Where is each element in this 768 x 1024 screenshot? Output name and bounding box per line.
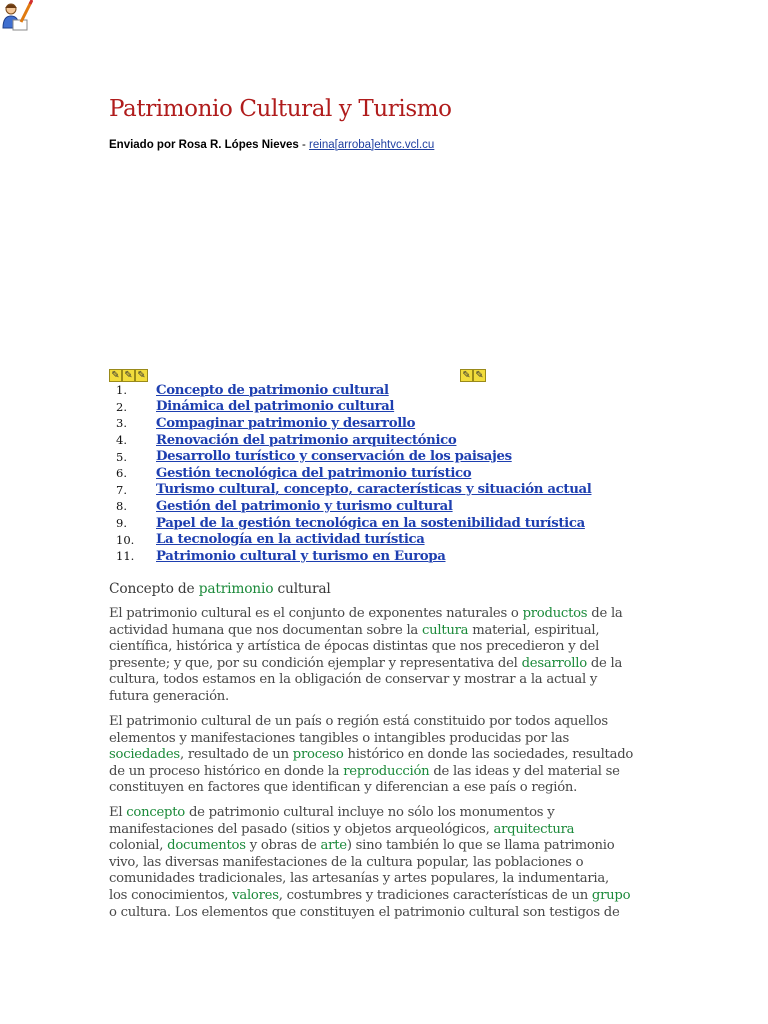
toc-item-link[interactable]: Renovación del patrimonio arquitectónico <box>156 432 457 448</box>
share-icon[interactable]: ✎ <box>473 369 486 382</box>
toc-item <box>109 498 669 515</box>
toc-item <box>109 548 669 565</box>
author-email-link[interactable]: reina[arroba]ehtvc.vcl.cu <box>309 139 435 151</box>
toc-item-number: 8. <box>116 499 127 514</box>
next-page-icon[interactable]: ✎ <box>122 369 135 382</box>
keyword-link[interactable]: arquitectura <box>493 821 575 837</box>
toc-item-number: 4. <box>116 433 127 448</box>
previous-page-icon[interactable]: ✎ <box>109 369 122 382</box>
page-title: Patrimonio Cultural y Turismo <box>109 96 452 122</box>
toc-item-link[interactable]: Patrimonio cultural y turismo en Europa <box>156 548 446 564</box>
toc-item-number: 6. <box>116 466 127 481</box>
keyword-link[interactable]: concepto <box>126 805 185 820</box>
keyword-link[interactable]: sociedades <box>109 747 180 763</box>
print-icon[interactable]: ✎ <box>135 369 148 382</box>
nav-icons-left <box>109 369 148 383</box>
toc-item <box>109 382 669 399</box>
toc-item <box>109 482 669 499</box>
table-of-contents <box>109 382 669 565</box>
toc-item-link[interactable]: Desarrollo turístico y conservación de los paisajes <box>156 449 512 465</box>
author-name: Enviado por Rosa R. Lópes Nieves <box>109 139 299 151</box>
toc-item-link[interactable]: Gestión del patrimonio y turismo cultural <box>156 498 453 514</box>
toc-item-number: 10. <box>116 532 135 547</box>
keyword-link[interactable]: arte <box>320 838 347 854</box>
keyword-link[interactable]: grupo <box>591 887 631 903</box>
toc-item <box>109 465 669 482</box>
toc-item-number: 1. <box>116 383 127 398</box>
toc-item-link[interactable]: Gestión tecnológica del patrimonio turístico <box>156 465 472 481</box>
toc-item-link[interactable]: Dinámica del patrimonio cultural <box>156 399 395 415</box>
bookmark-icon[interactable]: ✎ <box>460 369 473 382</box>
toc-item-number: 2. <box>116 399 127 414</box>
keyword-link[interactable]: documentos <box>167 838 246 854</box>
toc-item-link[interactable]: La tecnología en la actividad turística <box>156 532 425 548</box>
keyword-link[interactable]: valores <box>232 887 279 903</box>
keyword-link[interactable]: patrimonio <box>198 581 274 597</box>
toc-item-number: 7. <box>116 482 127 497</box>
toc-item <box>109 432 669 449</box>
toc-item-number: 5. <box>116 449 127 464</box>
nav-icons-right <box>460 369 486 383</box>
toc-item-link[interactable]: Turismo cultural, concepto, características y situación actual <box>156 482 592 498</box>
paragraph-3: El concepto de patrimonio cultural incluye no sólo los monumentos y manifestaciones del pasado (sitios y objetos arqueológicos, arquitectura colonial, documentos y obras de arte) sino también lo que se llama patrimonio vivo, las diversas manifestaciones de la cultura popular, las poblaciones o comunidades tradicionales, las artesanías y artes populares, la indumentaria, los conocimientos, valores, costumbres y tradiciones características de un grupo o cultura. Los elementos que constituyen el patrimonio cultural son testigos de <box>109 805 631 920</box>
keyword-link[interactable]: cultura <box>421 622 469 638</box>
toc-item <box>109 515 669 532</box>
paragraph-2: El patrimonio cultural de un país o región está constituido por todos aquellos elementos y manifestaciones tangibles o intangibles producidas por las sociedades, resultado de un proceso histórico en donde las sociedades, resultado de un proceso histórico en donde la reproducción de las ideas y del material se constituyen en factores que identifican y diferencian a ese país o región. <box>109 714 634 796</box>
section-heading: Concepto de patrimonio cultural <box>109 581 331 597</box>
keyword-link[interactable]: productos <box>522 606 588 621</box>
keyword-link[interactable]: proceso <box>292 747 344 763</box>
author-writing-icon <box>1 0 33 32</box>
toc-item <box>109 399 669 416</box>
toc-item-number: 11. <box>116 549 135 564</box>
paragraph-1: El patrimonio cultural es el conjunto de exponentes naturales o productos de la actividad humana que nos documentan sobre la cultura material, espiritual, científica, histórica y artística de épocas distintas que nos precedieron y del presente; y que, por su condición ejemplar y representativa del desarrollo de la cultura, todos estamos en la obligación de conservar y mostrar a la actual y futura generación. <box>109 606 623 704</box>
toc-item <box>109 448 669 465</box>
toc-item-link[interactable]: Concepto de patrimonio cultural <box>156 382 389 398</box>
toc-item-number: 9. <box>116 516 127 531</box>
toc-item-number: 3. <box>116 416 127 431</box>
keyword-link[interactable]: desarrollo <box>521 655 587 671</box>
toc-item-link[interactable]: Compaginar patrimonio y desarrollo <box>156 415 416 431</box>
byline-separator: - <box>298 139 310 151</box>
keyword-link[interactable]: reproducción <box>343 763 430 779</box>
toc-item <box>109 531 669 548</box>
byline <box>109 139 434 151</box>
toc-item-link[interactable]: Papel de la gestión tecnológica en la sostenibilidad turística <box>156 515 585 531</box>
toc-item <box>109 415 669 432</box>
